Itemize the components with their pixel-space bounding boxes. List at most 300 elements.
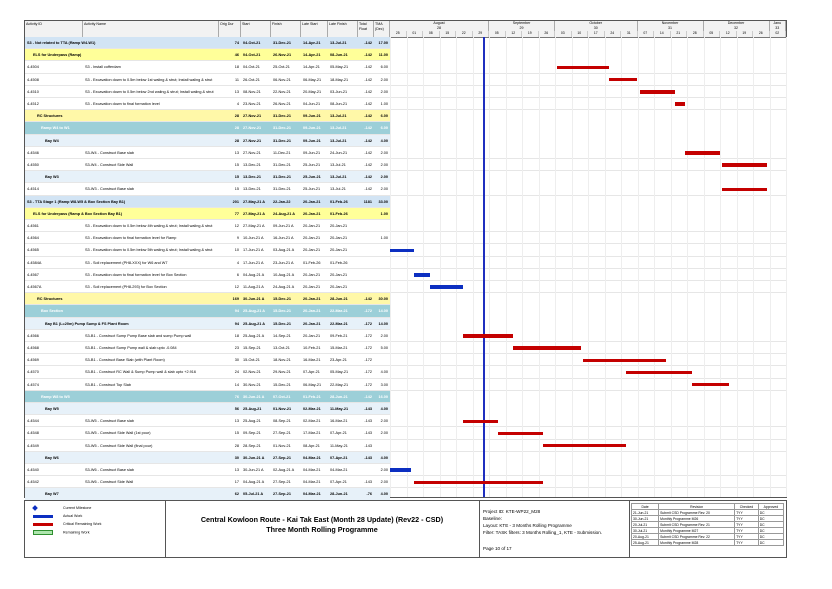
cell-tma: 2.00	[380, 333, 388, 338]
cell-tf: -142	[364, 150, 372, 155]
cell-tf: -142	[364, 53, 372, 58]
cell-st: 27-Nov-21	[243, 114, 262, 119]
revision-cell: TYY	[735, 528, 759, 534]
project-info	[479, 501, 630, 557]
cell-lf: 08-Jun-21	[330, 53, 348, 58]
gantt-bar[interactable]	[722, 188, 767, 192]
cell-ls: 01-Feb-26	[303, 260, 321, 265]
week-label: 19	[522, 31, 539, 37]
cell-id: 4-4564	[27, 236, 39, 241]
cell-st: 27-Nov-21	[243, 126, 262, 131]
cell-fi: 27-Sep-21	[273, 431, 291, 436]
cell-fi: 13-Oct-21	[273, 346, 290, 350]
cell-fi: 29-Nov-21	[273, 370, 291, 375]
cell-od: 4	[236, 260, 239, 265]
wbs-row[interactable]	[25, 110, 390, 122]
wbs-row[interactable]	[25, 452, 390, 464]
month-number: 32	[704, 26, 770, 31]
revision-header: Approved	[758, 504, 783, 510]
cell-tf	[358, 257, 372, 269]
cell-tma: 2.00	[380, 175, 388, 180]
cell-id: 4-4548	[27, 431, 39, 436]
cell-fi: 03-Aug-21 A	[273, 248, 295, 253]
cell-name: S3 - Excavation down to final formation level for Box Section	[85, 272, 187, 277]
cell-lf: 13-Jul-21	[330, 114, 347, 119]
cell-lf: 07-Apr-21	[330, 431, 347, 436]
cell-name: S3-B1 - Construct Top Slab	[85, 382, 131, 387]
legend-remaining	[33, 530, 90, 535]
wbs-row[interactable]	[25, 122, 390, 134]
col-tma[interactable]: TMA (Dec)	[374, 21, 390, 37]
cell-name: Bay W4	[45, 138, 59, 143]
cell-tma: 5.00	[380, 346, 388, 350]
grid-line	[704, 37, 705, 497]
cell-name: ELS for Underpass (Ramp)	[33, 53, 82, 58]
week-label: 26	[753, 31, 770, 37]
col-activity-id[interactable]: Activity ID	[25, 21, 83, 37]
cell-lf: 20-Jan-21	[330, 248, 348, 253]
cell-tf	[358, 269, 372, 281]
gantt-bar[interactable]	[390, 249, 414, 253]
cell-tma: 30.00	[378, 297, 388, 302]
cell-ls: 07-Apr-21	[303, 370, 320, 375]
cell-id: 4-4567	[27, 272, 39, 277]
cell-tma: 2.00	[380, 150, 388, 155]
cell-ls: 06-May-21	[303, 382, 322, 387]
col-start[interactable]: Start	[241, 21, 271, 37]
wbs-row[interactable]	[25, 403, 390, 415]
cell-od: 30	[234, 358, 239, 363]
cell-fi: 09-Jun-21 A	[273, 224, 294, 228]
cell-fi: 23-Jun-21 A	[273, 260, 294, 265]
cell-name: Bay W3	[45, 175, 59, 180]
cell-tf	[358, 208, 372, 220]
cell-fi: 15-Dec-21	[273, 321, 291, 326]
cell-fi: 01-Nov-21	[273, 443, 291, 448]
revision-cell: TYY	[735, 540, 759, 546]
grid-line	[671, 37, 672, 497]
cell-name: S3-W5 - Construct Side Wall (1st pour)	[85, 431, 151, 436]
col-finish[interactable]: Finish	[271, 21, 301, 37]
gantt-bar[interactable]	[692, 383, 730, 387]
cell-tma: 6.00	[380, 126, 388, 131]
cell-od: 169	[232, 297, 239, 302]
gantt-bar[interactable]	[414, 481, 544, 485]
revision-cell: DC	[758, 510, 783, 516]
col-orig-dur[interactable]: Orig Dur	[219, 21, 241, 37]
grid-line	[456, 37, 457, 497]
cell-od: 56	[234, 407, 239, 411]
revision-cell: DC	[758, 534, 783, 540]
cell-lf: 18-May-21	[330, 77, 349, 82]
cell-lf: 08-Jun-21	[330, 102, 348, 106]
grid-line	[638, 37, 639, 497]
column-header	[25, 21, 786, 38]
grid-line	[687, 37, 688, 497]
cell-tf: -172	[364, 370, 372, 375]
cell-fi: 24-Aug-21 A	[273, 285, 295, 289]
cell-lf: 23-Apr-21	[330, 358, 347, 363]
cell-name: S3-W4 - Construct Base slab	[85, 150, 134, 155]
gantt-bar[interactable]	[543, 444, 626, 448]
month-label: September	[489, 21, 555, 26]
gantt-bar[interactable]	[675, 102, 684, 106]
cell-tma: 17.00	[378, 41, 388, 45]
cell-st: 30-Jun-21 A	[243, 468, 264, 472]
report-title: Central Kowloon Route - Kai Tak East (Month 28 Update) (Rev22 - CSD)	[200, 515, 444, 524]
cell-st: 02-Nov-21	[243, 370, 261, 375]
cell-ls: 20-Jan-21	[303, 321, 321, 326]
cell-lf: 24-Jun-21	[330, 150, 348, 155]
cell-tf: -142	[364, 89, 372, 94]
cell-name: Box Section	[41, 309, 63, 314]
col-late-finish[interactable]: Late Finish	[328, 21, 358, 37]
gantt-bar[interactable]	[609, 78, 637, 82]
cell-ls: 04-Mar-21	[303, 455, 321, 460]
cell-name: S3-B1 - Construct RC Wall & Sump Pump wall & slab upto +2.916	[85, 370, 196, 375]
cell-od: 77	[234, 211, 239, 216]
cell-tma	[374, 354, 388, 366]
cell-fi: 27-Sep-21	[273, 492, 291, 497]
cell-fi: 31-Dec-21	[273, 138, 291, 143]
grid-line	[489, 37, 490, 497]
cell-ls: 20-Jan-21	[303, 309, 321, 314]
cell-name: S3 - Soil replacement (PH8-XXX) for W6 and W7	[85, 260, 168, 265]
cell-od: 28	[234, 126, 239, 131]
cell-ls: 02-Mar-21	[303, 419, 321, 424]
cell-tf: -142	[364, 77, 372, 82]
cell-tma: 4.00	[380, 138, 388, 143]
revision-cell: TYY	[735, 534, 759, 540]
cell-fi: 27-Sep-21	[273, 480, 291, 485]
cell-ls: 09-Jun-21	[303, 114, 321, 119]
month-label: November	[638, 21, 704, 26]
cell-st: 26-Oct-21	[243, 77, 260, 82]
cell-name: S3 - Excavation down to 0.5m below 4th waling & strut; Install waling & strut	[85, 224, 213, 228]
cell-ls: 25-Jun-21	[303, 187, 321, 192]
grid-line	[506, 37, 507, 497]
cell-tf: -142	[364, 297, 372, 302]
cell-ls: 20-Jan-21	[303, 272, 321, 277]
gantt-bar[interactable]	[557, 66, 609, 70]
cell-ls: 09-Jun-21	[303, 126, 321, 131]
cell-od: 74	[234, 41, 239, 45]
cell-st: 04-Aug-21 A	[243, 480, 265, 485]
cell-tma: 33.00	[378, 199, 388, 204]
month-number: 31	[638, 26, 704, 31]
cell-id: 4-4566	[27, 333, 39, 338]
revision-cell: DC	[758, 516, 783, 522]
cell-fi: 26-Nov-21	[273, 102, 291, 106]
cell-lf: 13-Jul-21	[330, 126, 347, 131]
cell-ls: 20-Jan-21	[303, 224, 321, 228]
cell-tma	[374, 220, 388, 232]
gantt-bar[interactable]	[430, 285, 463, 289]
cell-lf: 11-May-21	[330, 407, 349, 411]
cell-tf: -143	[364, 431, 372, 436]
cell-id: 4-4570	[27, 370, 39, 375]
cell-od: 6	[236, 272, 239, 277]
cell-lf: 15-Mar-21	[330, 346, 348, 350]
cell-lf: 22-Mar-21	[330, 309, 348, 314]
cell-fi: 16-Jun-21 A	[273, 236, 294, 241]
cell-tf: -172	[364, 309, 372, 314]
cell-lf: 20-Jan-21	[330, 272, 348, 277]
gantt-bar[interactable]	[463, 334, 513, 338]
cell-name: S3 - Excavation down to final formation level	[85, 102, 160, 106]
revision-cell: TYY	[735, 522, 759, 528]
cell-od: 13	[234, 419, 239, 424]
cell-st: 23-Nov-21	[243, 102, 261, 106]
cell-fi: 31-Dec-21	[273, 187, 291, 192]
legend-critical	[33, 522, 101, 526]
legend-label: Actual Work	[63, 514, 83, 518]
col-total-float[interactable]: Total Float	[358, 21, 374, 37]
cell-od: 62	[234, 492, 239, 497]
wbs-row[interactable]	[25, 391, 390, 403]
week-label: 31	[621, 31, 638, 37]
cell-tf: -142	[364, 102, 372, 106]
gantt-bar[interactable]	[414, 273, 431, 277]
cell-od: 18	[234, 65, 239, 70]
cell-lf: 09-Feb-21	[330, 333, 348, 338]
month-number: 28	[390, 26, 489, 31]
week-label: 19	[737, 31, 754, 37]
cell-tma: 14.00	[378, 309, 388, 314]
cell-name: S3-W5 - Construct Base slab	[85, 419, 134, 424]
cell-tma	[374, 244, 388, 256]
revision-table	[631, 503, 784, 546]
cell-tf: -143	[364, 480, 372, 485]
cell-name: S3-W3 - Construct Base slab	[85, 187, 134, 192]
cell-id: 4-4565	[27, 248, 39, 253]
cell-fi: 15-Dec-21	[273, 309, 291, 314]
gantt-bar[interactable]	[390, 468, 411, 472]
cell-lf: 13-Jul-21	[330, 41, 347, 45]
gantt-bar[interactable]	[463, 420, 498, 424]
cell-name: Ramp W4 to W1	[41, 126, 70, 131]
wbs-row[interactable]	[25, 135, 390, 147]
cell-tf: -142	[364, 114, 372, 119]
legend	[25, 501, 166, 557]
cell-tma: 2.00	[380, 419, 388, 424]
gantt-bar[interactable]	[722, 163, 767, 167]
grid-line	[737, 37, 738, 497]
cell-name: S3 - Install cofferdam	[85, 65, 121, 70]
grid-line	[473, 37, 474, 497]
cell-tf	[358, 220, 372, 232]
cell-fi: 14-Sep-21	[273, 333, 291, 338]
cell-tma: 4.00	[380, 492, 388, 497]
week-label: 10	[572, 31, 589, 37]
cell-od: 15	[234, 175, 239, 180]
grid-line	[407, 37, 408, 497]
wbs-row[interactable]	[25, 488, 390, 500]
cell-od: 23	[234, 346, 239, 350]
cell-name: S3-B1 - Construct Base Slab (with Plant Room)	[85, 358, 165, 363]
grid-line	[605, 37, 606, 497]
col-late-start[interactable]: Late Start	[301, 21, 328, 37]
layout: Layout: KTE - 3 Months Rolling Programme	[483, 523, 572, 528]
cell-name: Bay W6	[45, 455, 59, 460]
legend-current-milestone	[33, 506, 91, 510]
cell-tf: -172	[364, 321, 372, 326]
wbs-row[interactable]	[25, 196, 390, 208]
cell-od: 30	[234, 455, 239, 460]
cell-name: ELS for Underpass (Ramp & Box Section Bay B1)	[33, 211, 123, 216]
cell-id: 4-4544	[27, 419, 39, 424]
cell-tma: 1.00	[380, 102, 388, 106]
cell-name: Ramp W8 to W5	[41, 394, 70, 399]
cell-ls: 20-Jan-21	[303, 297, 321, 302]
grid-line	[786, 37, 787, 497]
month-label: December	[704, 21, 770, 26]
cell-st: 28-Sep-21	[243, 443, 261, 448]
wbs-row[interactable]	[25, 49, 390, 61]
cell-lf: 01-Feb-26	[330, 199, 348, 204]
cell-st: 15-Sep-21	[243, 346, 261, 350]
month-label: Janu	[770, 21, 787, 26]
cell-id: 4-4512	[27, 102, 39, 106]
grid-line	[753, 37, 754, 497]
cell-fi: 31-Dec-21	[273, 114, 291, 119]
cell-lf: 22-May-21	[330, 382, 349, 387]
cell-name: Bay W7	[45, 492, 59, 497]
gantt-chart	[390, 37, 786, 497]
cell-lf: 28-Jun-21	[330, 394, 348, 399]
cell-lf: 04-Mar-21	[330, 468, 348, 472]
cell-lf: 13-Jul-21	[330, 138, 347, 143]
cell-name: Bay W5	[45, 407, 59, 411]
cell-fi: 31-Dec-21	[273, 126, 291, 131]
gantt-bar[interactable]	[626, 371, 692, 375]
week-label: 05	[489, 31, 506, 37]
grid-line	[621, 37, 622, 497]
cell-id: 4-4546	[27, 150, 39, 155]
grid-line	[423, 37, 424, 497]
week-label: 02	[770, 31, 787, 37]
cell-od: 11	[235, 77, 239, 82]
cell-st: 27-May-21 A	[243, 224, 265, 228]
cell-tma: 4.00	[380, 455, 388, 460]
cell-name: S3 - Soil replacement (PH8-293) for Box Section	[85, 285, 167, 289]
cell-fi: 11-Dec-21	[273, 150, 291, 155]
cell-id: 4-4540	[27, 468, 39, 472]
week-label: 07	[638, 31, 655, 37]
week-label: 14	[654, 31, 671, 37]
schedule-sheet	[24, 20, 787, 498]
cell-st: 11-Aug-21 A	[243, 285, 264, 289]
cell-name: Bay B1 (L=20m) Pump Sump & FS Plant Room	[45, 321, 129, 326]
revision-cell: Monthly Programme M28	[659, 540, 735, 546]
cell-od: 201	[232, 199, 239, 204]
cell-id: 4-4510	[27, 89, 39, 94]
gantt-bar[interactable]	[513, 346, 581, 350]
cell-tma	[374, 269, 388, 281]
cell-od: 13	[234, 89, 239, 94]
cell-st: 30-Jun-21 A	[243, 455, 265, 460]
cell-st: 25-Aug-21	[243, 419, 261, 424]
cell-id: 4-4574	[27, 382, 39, 387]
cell-fi: 27-Sep-21	[273, 455, 291, 460]
cell-fi: 22-Jan-22	[273, 199, 291, 204]
cell-st: 04-Oct-21	[243, 53, 261, 58]
cell-ls: 25-Jun-21	[303, 175, 321, 180]
cell-od: 15	[234, 163, 239, 167]
cell-lf: 13-Jul-21	[330, 175, 347, 180]
wbs-row[interactable]	[25, 37, 390, 49]
cell-ls: 06-May-21	[303, 77, 322, 82]
cell-st: 30-Jun-21 A	[243, 297, 265, 302]
cell-od: 4	[236, 102, 239, 106]
week-label: 12	[720, 31, 737, 37]
cell-fi: 18-Nov-21	[273, 358, 291, 363]
cell-tf	[358, 464, 372, 476]
col-activity-name[interactable]: Activity Name	[83, 21, 219, 37]
wbs-row[interactable]	[25, 293, 390, 305]
week-label: 24	[605, 31, 622, 37]
cell-ls: 14-Apr-21	[303, 65, 320, 70]
cell-fi: 15-Dec-21	[273, 382, 291, 387]
cell-tf	[358, 281, 372, 293]
cell-lf: 13-Jul-21	[330, 187, 346, 192]
gantt-bar[interactable]	[685, 151, 720, 155]
gantt-bar[interactable]	[583, 359, 666, 363]
cell-od: 94	[234, 321, 239, 326]
month-number: 33	[770, 26, 787, 31]
grid-line	[654, 37, 655, 497]
cell-tma: 4.00	[380, 407, 388, 411]
cell-st: 17-Jun-21 A	[243, 260, 264, 265]
baseline: Baseline:	[483, 516, 502, 521]
week-label: 25	[390, 31, 407, 37]
wbs-row[interactable]	[25, 305, 390, 317]
cell-st: 09-Sep-21	[243, 431, 261, 436]
week-label: 17	[588, 31, 605, 37]
cell-tf: -172	[364, 358, 372, 363]
cell-ls: 20-Jan-21	[303, 236, 321, 241]
gantt-bar[interactable]	[640, 90, 675, 94]
cell-st: 13-Dec-21	[243, 187, 261, 192]
cell-ls: 20-May-21	[303, 89, 322, 94]
cell-tf: -142	[364, 187, 372, 192]
cell-st: 13-Dec-21	[243, 163, 261, 167]
milestone-icon	[32, 505, 38, 511]
cell-name: RC Structures	[37, 297, 63, 302]
wbs-row[interactable]	[25, 208, 390, 220]
cell-fi: 10-Aug-21 A	[273, 272, 295, 277]
gantt-bar[interactable]	[498, 432, 543, 436]
title-block	[165, 501, 480, 557]
wbs-row[interactable]	[25, 171, 390, 183]
footer	[24, 500, 787, 558]
cell-ls: 20-Jan-21	[303, 285, 321, 289]
legend-actual-work	[33, 514, 82, 518]
cell-lf: 22-Mar-21	[330, 321, 348, 326]
cell-st: 30-Jun-21 A	[243, 394, 265, 399]
cell-tf: -142	[364, 65, 372, 70]
cell-tma	[374, 440, 388, 452]
cell-st: 17-Jun-21 A	[243, 248, 264, 253]
cell-ls: 08-Apr-21	[303, 443, 320, 448]
grid-line	[539, 37, 540, 497]
cell-ls: 20-Jan-21	[303, 333, 321, 338]
cell-tma: 2.00	[380, 77, 388, 82]
week-label: 22	[456, 31, 473, 37]
cell-fi: 06-Nov-21	[273, 77, 291, 82]
wbs-row[interactable]	[25, 318, 390, 330]
cell-tma: 1.00	[380, 211, 388, 216]
